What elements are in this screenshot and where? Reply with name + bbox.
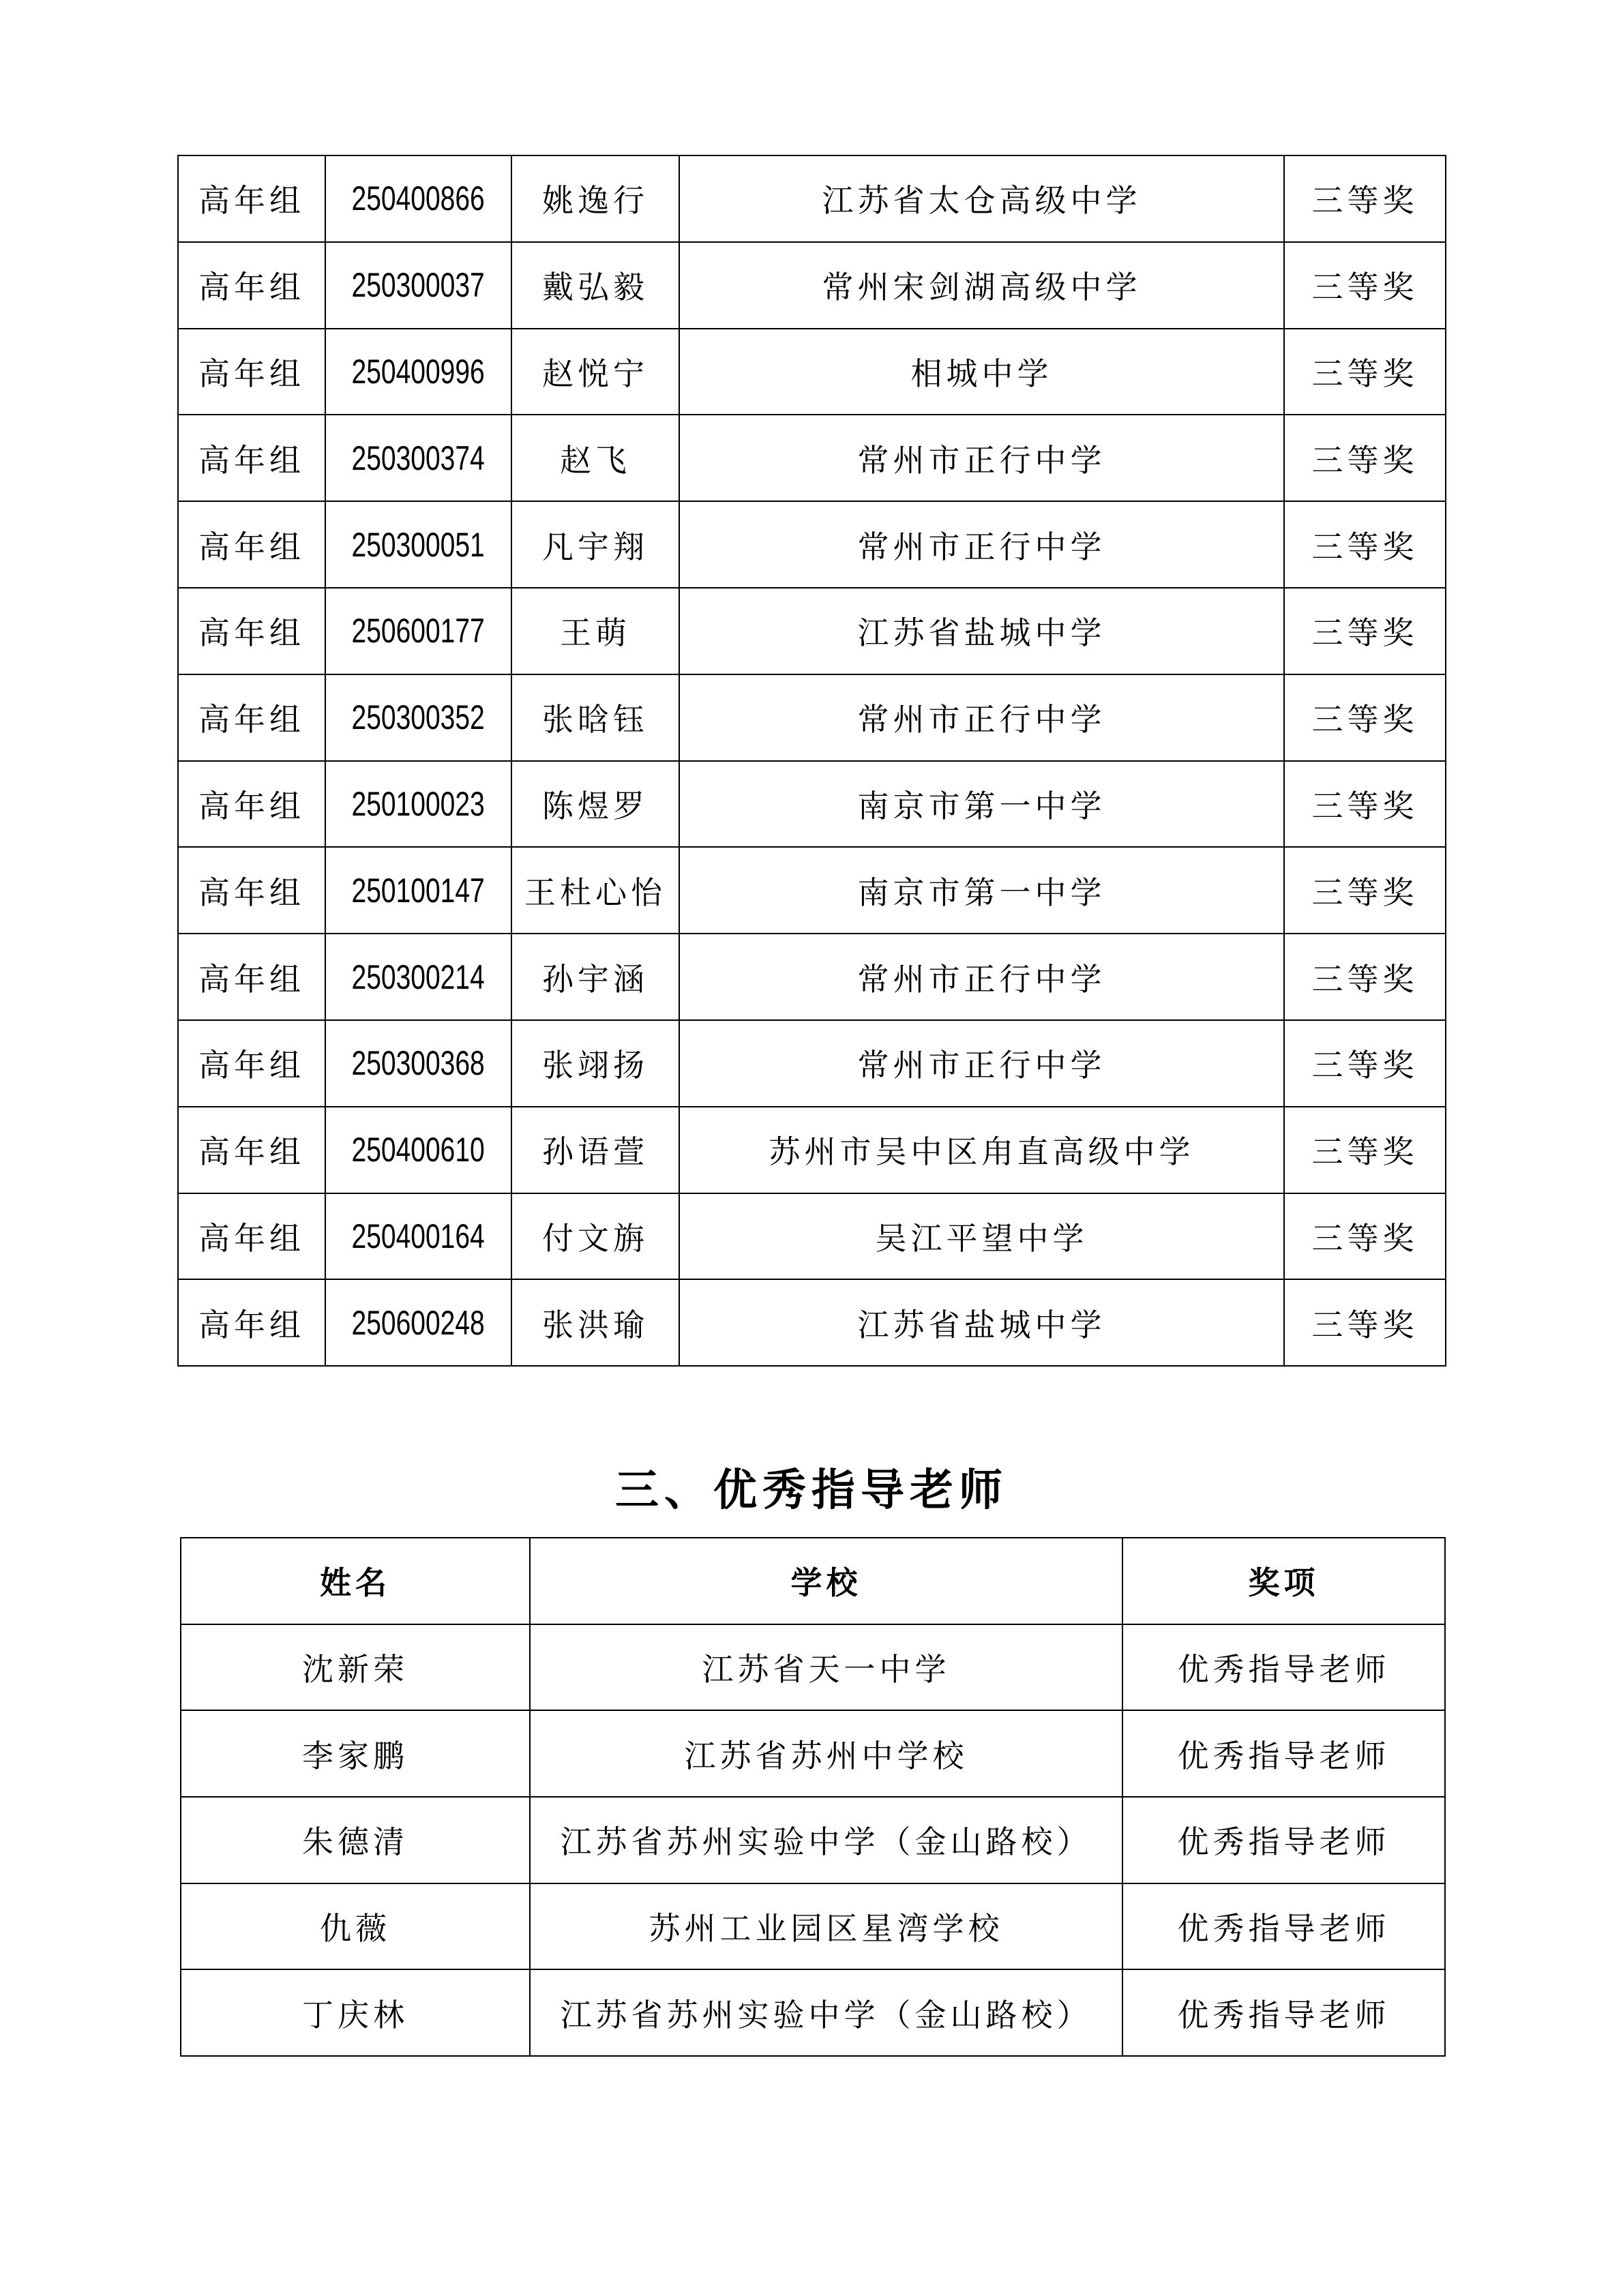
id-value: 250300352 (351, 698, 486, 737)
name-cell: 张洪瑜 (511, 1279, 679, 1366)
award-cell: 三等奖 (1284, 674, 1446, 761)
school-cell: 江苏省太仓高级中学 (679, 155, 1284, 242)
name-cell: 陈煜罗 (511, 761, 679, 848)
id-value: 250300051 (351, 525, 486, 564)
teacher-name-cell: 朱德清 (181, 1797, 530, 1883)
group-cell: 高年组 (178, 674, 325, 761)
teacher-school-cell: 江苏省苏州实验中学（金山路校） (530, 1969, 1122, 2056)
section-title: 三、优秀指导老师 (615, 1465, 1008, 1516)
table-row (178, 847, 1446, 934)
id-cell (325, 934, 511, 1020)
table-row (178, 415, 1446, 501)
name-cell: 王杜心怡 (511, 847, 679, 934)
teacher-award-cell: 优秀指导老师 (1122, 1710, 1445, 1797)
teacher-school-cell: 苏州工业园区星湾学校 (530, 1883, 1122, 1970)
group-cell: 高年组 (178, 415, 325, 501)
name-cell: 付文旃 (511, 1193, 679, 1280)
award-cell: 三等奖 (1284, 501, 1446, 588)
header-name: 姓名 (181, 1538, 530, 1624)
award-cell: 三等奖 (1284, 934, 1446, 1020)
group-cell: 高年组 (178, 847, 325, 934)
school-cell: 吴江平望中学 (679, 1193, 1284, 1280)
award-cell: 三等奖 (1284, 329, 1446, 415)
teacher-school-cell: 江苏省苏州中学校 (530, 1710, 1122, 1797)
name-cell: 孙语萱 (511, 1107, 679, 1193)
award-cell: 三等奖 (1284, 588, 1446, 674)
name-cell: 张晗钰 (511, 674, 679, 761)
school-cell: 常州市正行中学 (679, 934, 1284, 1020)
id-value: 250300368 (351, 1044, 486, 1083)
name-cell: 赵悦宁 (511, 329, 679, 415)
school-cell: 常州市正行中学 (679, 1020, 1284, 1107)
table-row (178, 501, 1446, 588)
table-row (181, 1969, 1445, 2056)
id-cell (325, 674, 511, 761)
table-row (178, 1193, 1446, 1280)
table-row (178, 934, 1446, 1020)
header-award: 奖项 (1122, 1538, 1445, 1624)
id-value: 250300214 (351, 957, 486, 996)
id-cell (325, 1279, 511, 1366)
school-cell: 常州市正行中学 (679, 501, 1284, 588)
group-cell: 高年组 (178, 155, 325, 242)
award-cell: 三等奖 (1284, 847, 1446, 934)
school-cell: 常州市正行中学 (679, 674, 1284, 761)
id-cell (325, 501, 511, 588)
id-value: 250100023 (351, 784, 486, 823)
school-cell: 常州宋剑湖高级中学 (679, 242, 1284, 329)
name-cell: 王萌 (511, 588, 679, 674)
group-cell: 高年组 (178, 242, 325, 329)
school-cell: 苏州市吴中区甪直高级中学 (679, 1107, 1284, 1193)
award-cell: 三等奖 (1284, 415, 1446, 501)
id-cell (325, 329, 511, 415)
award-cell: 三等奖 (1284, 761, 1446, 848)
award-cell: 三等奖 (1284, 1020, 1446, 1107)
table-row (181, 1883, 1445, 1970)
teachers-table (180, 1537, 1446, 2057)
table-row (181, 1710, 1445, 1797)
group-cell: 高年组 (178, 501, 325, 588)
teacher-award-cell: 优秀指导老师 (1122, 1969, 1445, 2056)
teacher-name-cell: 李家鹏 (181, 1710, 530, 1797)
name-cell: 戴弘毅 (511, 242, 679, 329)
id-value: 250400610 (351, 1131, 486, 1169)
school-cell: 南京市第一中学 (679, 847, 1284, 934)
name-cell: 孙宇涵 (511, 934, 679, 1020)
teacher-award-cell: 优秀指导老师 (1122, 1883, 1445, 1970)
id-value: 250300374 (351, 438, 486, 477)
school-cell: 常州市正行中学 (679, 415, 1284, 501)
teacher-school-cell: 江苏省天一中学 (530, 1624, 1122, 1711)
id-cell (325, 1020, 511, 1107)
group-cell: 高年组 (178, 1107, 325, 1193)
award-cell: 三等奖 (1284, 242, 1446, 329)
group-cell: 高年组 (178, 329, 325, 415)
teacher-award-cell: 优秀指导老师 (1122, 1797, 1445, 1883)
award-cell: 三等奖 (1284, 1279, 1446, 1366)
school-cell: 江苏省盐城中学 (679, 588, 1284, 674)
id-value: 250400996 (351, 352, 486, 391)
teacher-school-cell: 江苏省苏州实验中学（金山路校） (530, 1797, 1122, 1883)
group-cell: 高年组 (178, 1279, 325, 1366)
table-row (178, 1107, 1446, 1193)
id-value: 250600248 (351, 1303, 486, 1342)
table-row (178, 588, 1446, 674)
id-cell (325, 588, 511, 674)
id-cell (325, 761, 511, 848)
table-row (178, 761, 1446, 848)
teacher-name-cell: 丁庆林 (181, 1969, 530, 2056)
table-header-row (181, 1538, 1445, 1624)
table-row (181, 1797, 1445, 1883)
name-cell: 张翊扬 (511, 1020, 679, 1107)
id-value: 250400164 (351, 1217, 486, 1255)
teacher-name-cell: 仇薇 (181, 1883, 530, 1970)
id-value: 250400866 (351, 179, 486, 218)
group-cell: 高年组 (178, 588, 325, 674)
id-value: 250100147 (351, 871, 486, 910)
name-cell: 赵飞 (511, 415, 679, 501)
school-cell: 江苏省盐城中学 (679, 1279, 1284, 1366)
award-cell: 三等奖 (1284, 1107, 1446, 1193)
name-cell: 姚逸行 (511, 155, 679, 242)
table-row (178, 1279, 1446, 1366)
table-row (178, 242, 1446, 329)
teacher-name-cell: 沈新荣 (181, 1624, 530, 1711)
group-cell: 高年组 (178, 761, 325, 848)
teacher-award-cell: 优秀指导老师 (1122, 1624, 1445, 1711)
group-cell: 高年组 (178, 1020, 325, 1107)
table-row (178, 329, 1446, 415)
header-school: 学校 (530, 1538, 1122, 1624)
name-cell: 凡宇翔 (511, 501, 679, 588)
id-cell (325, 242, 511, 329)
id-cell (325, 415, 511, 501)
table-row (178, 674, 1446, 761)
table-row (181, 1624, 1445, 1711)
group-cell: 高年组 (178, 934, 325, 1020)
award-cell: 三等奖 (1284, 155, 1446, 242)
id-cell (325, 847, 511, 934)
group-cell: 高年组 (178, 1193, 325, 1280)
id-value: 250600177 (351, 612, 486, 651)
award-cell: 三等奖 (1284, 1193, 1446, 1280)
school-cell: 相城中学 (679, 329, 1284, 415)
table-row (178, 155, 1446, 242)
id-cell (325, 1107, 511, 1193)
awards-table (177, 155, 1446, 1367)
id-value: 250300037 (351, 266, 486, 305)
id-cell (325, 1193, 511, 1280)
id-cell (325, 155, 511, 242)
school-cell: 南京市第一中学 (679, 761, 1284, 848)
table-row (178, 1020, 1446, 1107)
